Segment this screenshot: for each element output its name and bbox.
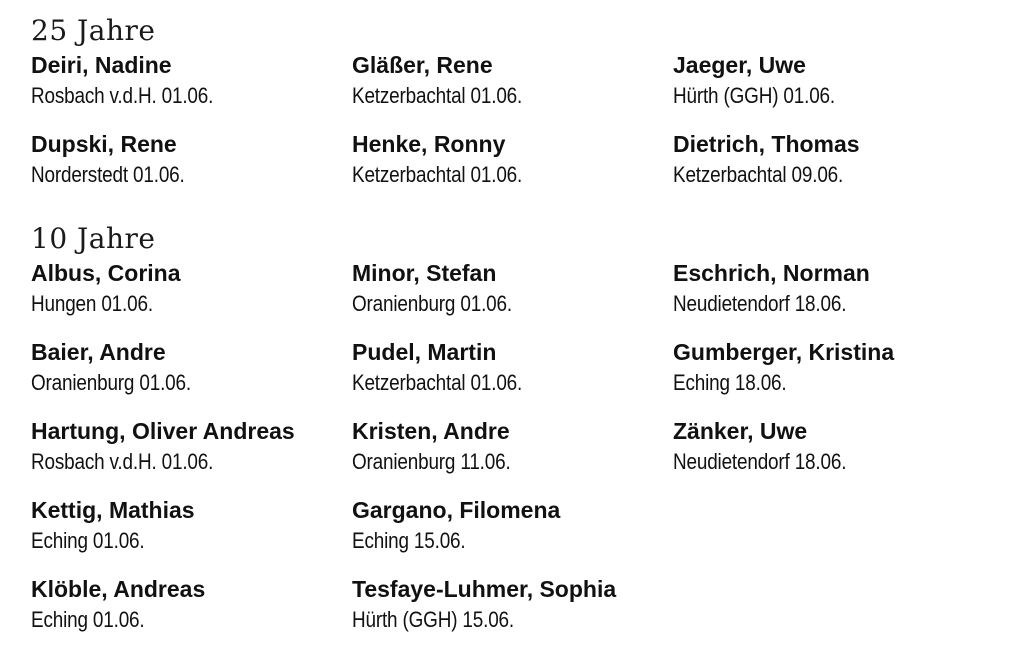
person-name: Hartung, Oliver Andreas <box>31 418 295 444</box>
location-date: Eching 01.06. <box>31 607 145 632</box>
list-item <box>31 258 352 337</box>
person-name: Gläßer, Rene <box>352 52 493 78</box>
person-name: Kristen, Andre <box>352 418 510 444</box>
location-date: Eching 15.06. <box>352 528 466 553</box>
list-item <box>31 129 352 208</box>
list-item <box>352 258 673 337</box>
person-name: Dietrich, Thomas <box>673 131 860 157</box>
list-item <box>31 337 352 416</box>
column-3 <box>673 258 973 653</box>
person-name: Klöble, Andreas <box>31 576 206 602</box>
person-name: Tesfaye-Luhmer, Sophia <box>352 576 617 602</box>
entries-grid <box>31 258 991 653</box>
list-item <box>31 416 352 495</box>
location-date: Norderstedt 01.06. <box>31 162 185 187</box>
list-item <box>352 416 673 495</box>
list-item <box>673 337 973 416</box>
location-date: Oranienburg 01.06. <box>352 291 512 316</box>
list-item <box>31 50 352 129</box>
list-item <box>352 495 673 574</box>
location-date: Hürth (GGH) 01.06. <box>673 83 835 108</box>
section-title: 25 Jahre <box>31 14 156 47</box>
column-2 <box>352 258 673 653</box>
anniversary-list <box>31 12 991 653</box>
list-item <box>673 258 973 337</box>
list-item <box>352 337 673 416</box>
person-name: Jaeger, Uwe <box>673 52 806 78</box>
person-name: Baier, Andre <box>31 339 166 365</box>
list-item <box>352 574 673 653</box>
location-date: Eching 18.06. <box>673 370 787 395</box>
location-date: Neudietendorf 18.06. <box>673 449 847 474</box>
list-item <box>352 129 673 208</box>
person-name: Pudel, Martin <box>352 339 497 365</box>
list-item <box>673 50 973 129</box>
location-date: Rosbach v.d.H. 01.06. <box>31 449 214 474</box>
person-name: Gargano, Filomena <box>352 497 561 523</box>
location-date: Ketzerbachtal 01.06. <box>352 162 523 187</box>
location-date: Eching 01.06. <box>31 528 145 553</box>
person-name: Dupski, Rene <box>31 131 177 157</box>
list-item <box>673 129 973 208</box>
location-date: Ketzerbachtal 09.06. <box>673 162 844 187</box>
location-date: Oranienburg 11.06. <box>352 449 511 474</box>
location-date: Rosbach v.d.H. 01.06. <box>31 83 214 108</box>
person-name: Zänker, Uwe <box>673 418 808 444</box>
location-date: Hürth (GGH) 15.06. <box>352 607 514 632</box>
person-name: Gumberger, Kristina <box>673 339 895 365</box>
list-item <box>352 50 673 129</box>
location-date: Oranienburg 01.06. <box>31 370 191 395</box>
column-3 <box>673 50 973 208</box>
column-2 <box>352 50 673 208</box>
person-name: Minor, Stefan <box>352 260 497 286</box>
person-name: Kettig, Mathias <box>31 497 195 523</box>
column-1 <box>31 50 352 208</box>
section-25-jahre <box>31 12 991 208</box>
person-name: Eschrich, Norman <box>673 260 870 286</box>
section-title: 10 Jahre <box>31 222 156 255</box>
person-name: Henke, Ronny <box>352 131 506 157</box>
location-date: Ketzerbachtal 01.06. <box>352 370 523 395</box>
list-item <box>673 416 973 495</box>
entries-grid <box>31 50 991 208</box>
column-1 <box>31 258 352 653</box>
person-name: Deiri, Nadine <box>31 52 172 78</box>
location-date: Hungen 01.06. <box>31 291 153 316</box>
section-10-jahre <box>31 220 991 653</box>
list-item <box>31 495 352 574</box>
location-date: Neudietendorf 18.06. <box>673 291 847 316</box>
location-date: Ketzerbachtal 01.06. <box>352 83 523 108</box>
person-name: Albus, Corina <box>31 260 181 286</box>
list-item <box>31 574 352 653</box>
